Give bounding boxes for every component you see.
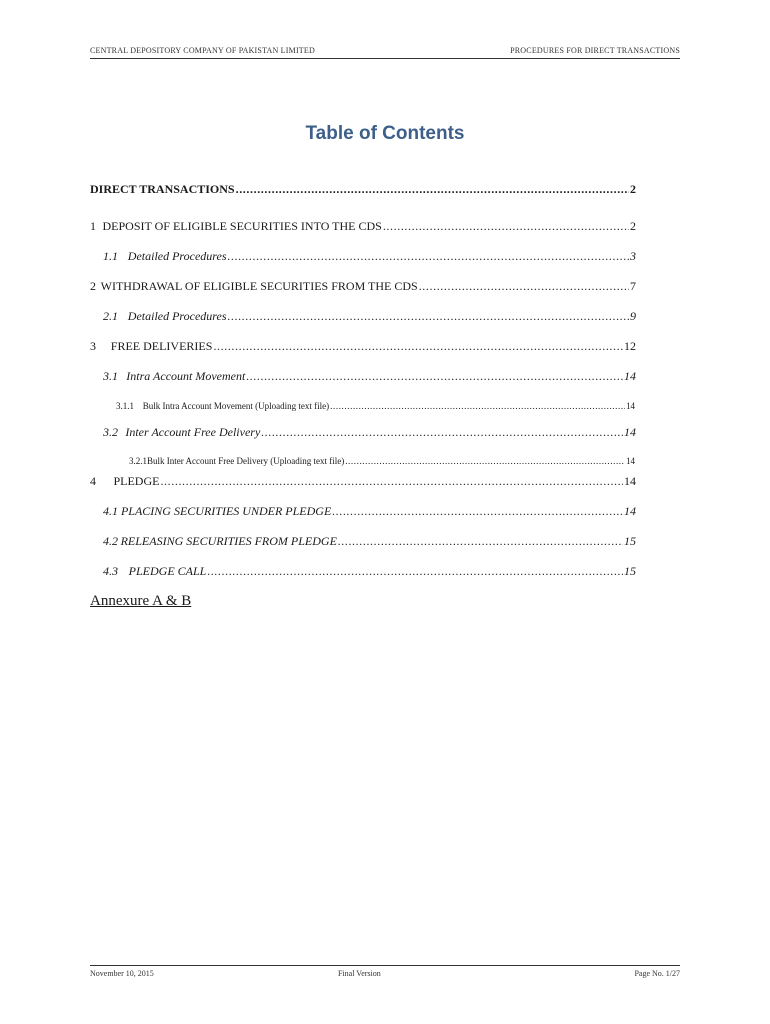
toc-leader <box>228 248 629 264</box>
footer-date: November 10, 2015 <box>90 969 154 978</box>
toc-entry-direct-transactions[interactable] <box>90 181 636 197</box>
toc-entry-text: RELEASING SECURITIES FROM PLEDGE <box>120 534 337 548</box>
toc-entry-4-2[interactable] <box>103 533 636 549</box>
footer-version: Final Version <box>338 969 381 978</box>
toc-entry-number: 4.1 <box>103 504 118 518</box>
toc-entry-number: 3.1.1 <box>116 401 134 411</box>
toc-entry-number: 4.2 <box>103 534 118 548</box>
toc-entry-text: WITHDRAWAL OF ELIGIBLE SECURITIES FROM THE CDS <box>100 279 418 293</box>
toc-entry-text: DEPOSIT OF ELIGIBLE SECURITIES INTO THE CDS <box>102 219 382 233</box>
toc-entry-page: 14 <box>626 456 635 466</box>
toc-entry-3-1[interactable] <box>103 368 636 384</box>
annexure-link[interactable]: Annexure A & B <box>90 593 192 609</box>
toc-entry-text: Detailed Procedures <box>127 249 227 263</box>
toc-entry-text: Bulk Inter Account Free Delivery (Uploading text file) <box>147 456 345 466</box>
toc-entry-3-2-1[interactable] <box>129 453 635 469</box>
toc-entry-text: PLACING SECURITIES UNDER PLEDGE <box>120 504 332 518</box>
toc-entry-page: 9 <box>630 309 636 323</box>
toc-leader <box>261 424 623 440</box>
toc-entry-page: 14 <box>624 474 636 488</box>
toc-entry-number: 4.3 <box>103 564 118 578</box>
toc-entry-2[interactable] <box>90 278 636 294</box>
header-company-name: CENTRAL DEPOSITORY COMPANY OF PAKISTAN LIMITED <box>90 46 315 55</box>
toc-entry-text: Inter Account Free Delivery <box>125 425 261 439</box>
toc-leader <box>330 398 625 414</box>
toc-leader <box>383 218 629 234</box>
toc-entry-3-2[interactable] <box>103 424 636 440</box>
toc-entry-text: Intra Account Movement <box>126 369 246 383</box>
toc-entry-page: 7 <box>630 279 636 293</box>
toc-entry-text: PLEDGE <box>113 474 160 488</box>
toc-leader <box>207 563 623 579</box>
toc-entry-text: FREE DELIVERIES <box>110 339 213 353</box>
toc-entry-page: 14 <box>626 401 635 411</box>
toc-entry-text: PLEDGE CALL <box>128 564 207 578</box>
toc-entry-page: 2 <box>630 182 636 196</box>
toc-entry-number: 2 <box>90 279 96 293</box>
toc-leader <box>338 533 623 549</box>
toc-entry-page: 12 <box>624 339 636 353</box>
toc-entry-page: 2 <box>630 219 636 233</box>
toc-leader <box>246 368 623 384</box>
header-document-title: PROCEDURES FOR DIRECT TRANSACTIONS <box>510 46 680 55</box>
toc-entry-page: 14 <box>624 504 636 518</box>
toc-leader <box>345 453 625 469</box>
toc-entry-number: 3.1 <box>103 369 118 383</box>
toc-entry-number: 1.1 <box>103 249 118 263</box>
toc-entry-number: 1 <box>90 219 96 233</box>
toc-entry-page: 15 <box>624 534 636 548</box>
toc-title: Table of Contents <box>305 123 465 144</box>
toc-entry-page: 15 <box>624 564 636 578</box>
toc-entry-text: DIRECT TRANSACTIONS <box>90 182 235 196</box>
toc-entry-number: 4 <box>90 474 96 488</box>
footer-page-number: Page No. 1/27 <box>634 969 680 978</box>
toc-entry-number: 2.1 <box>103 309 118 323</box>
toc-entry-number: 3.2 <box>103 425 118 439</box>
page-header <box>90 44 680 59</box>
toc-entry-2-1[interactable] <box>103 308 636 324</box>
toc-entry-1-1[interactable] <box>103 248 636 264</box>
page-footer <box>90 965 680 980</box>
toc-leader <box>236 181 629 197</box>
toc-entry-3-1-1[interactable] <box>116 398 635 414</box>
toc-entry-4-1[interactable] <box>103 503 636 519</box>
toc-entry-1[interactable] <box>90 218 636 234</box>
toc-entry-page: 14 <box>624 369 636 383</box>
toc-entry-text: Detailed Procedures <box>127 309 227 323</box>
toc-leader <box>160 473 623 489</box>
toc-leader <box>419 278 629 294</box>
toc-entry-page: 14 <box>624 425 636 439</box>
toc-entry-number: 3.2.1 <box>129 456 147 466</box>
toc-leader <box>332 503 623 519</box>
toc-entry-number: 3 <box>90 339 96 353</box>
toc-leader <box>213 338 623 354</box>
toc-leader <box>228 308 629 324</box>
toc-entry-3[interactable] <box>90 338 636 354</box>
toc-entry-text: Bulk Intra Account Movement (Uploading text file) <box>142 401 330 411</box>
toc-entry-4-3[interactable] <box>103 563 636 579</box>
toc-entry-4[interactable] <box>90 473 636 489</box>
toc-entry-page: 3 <box>630 249 636 263</box>
